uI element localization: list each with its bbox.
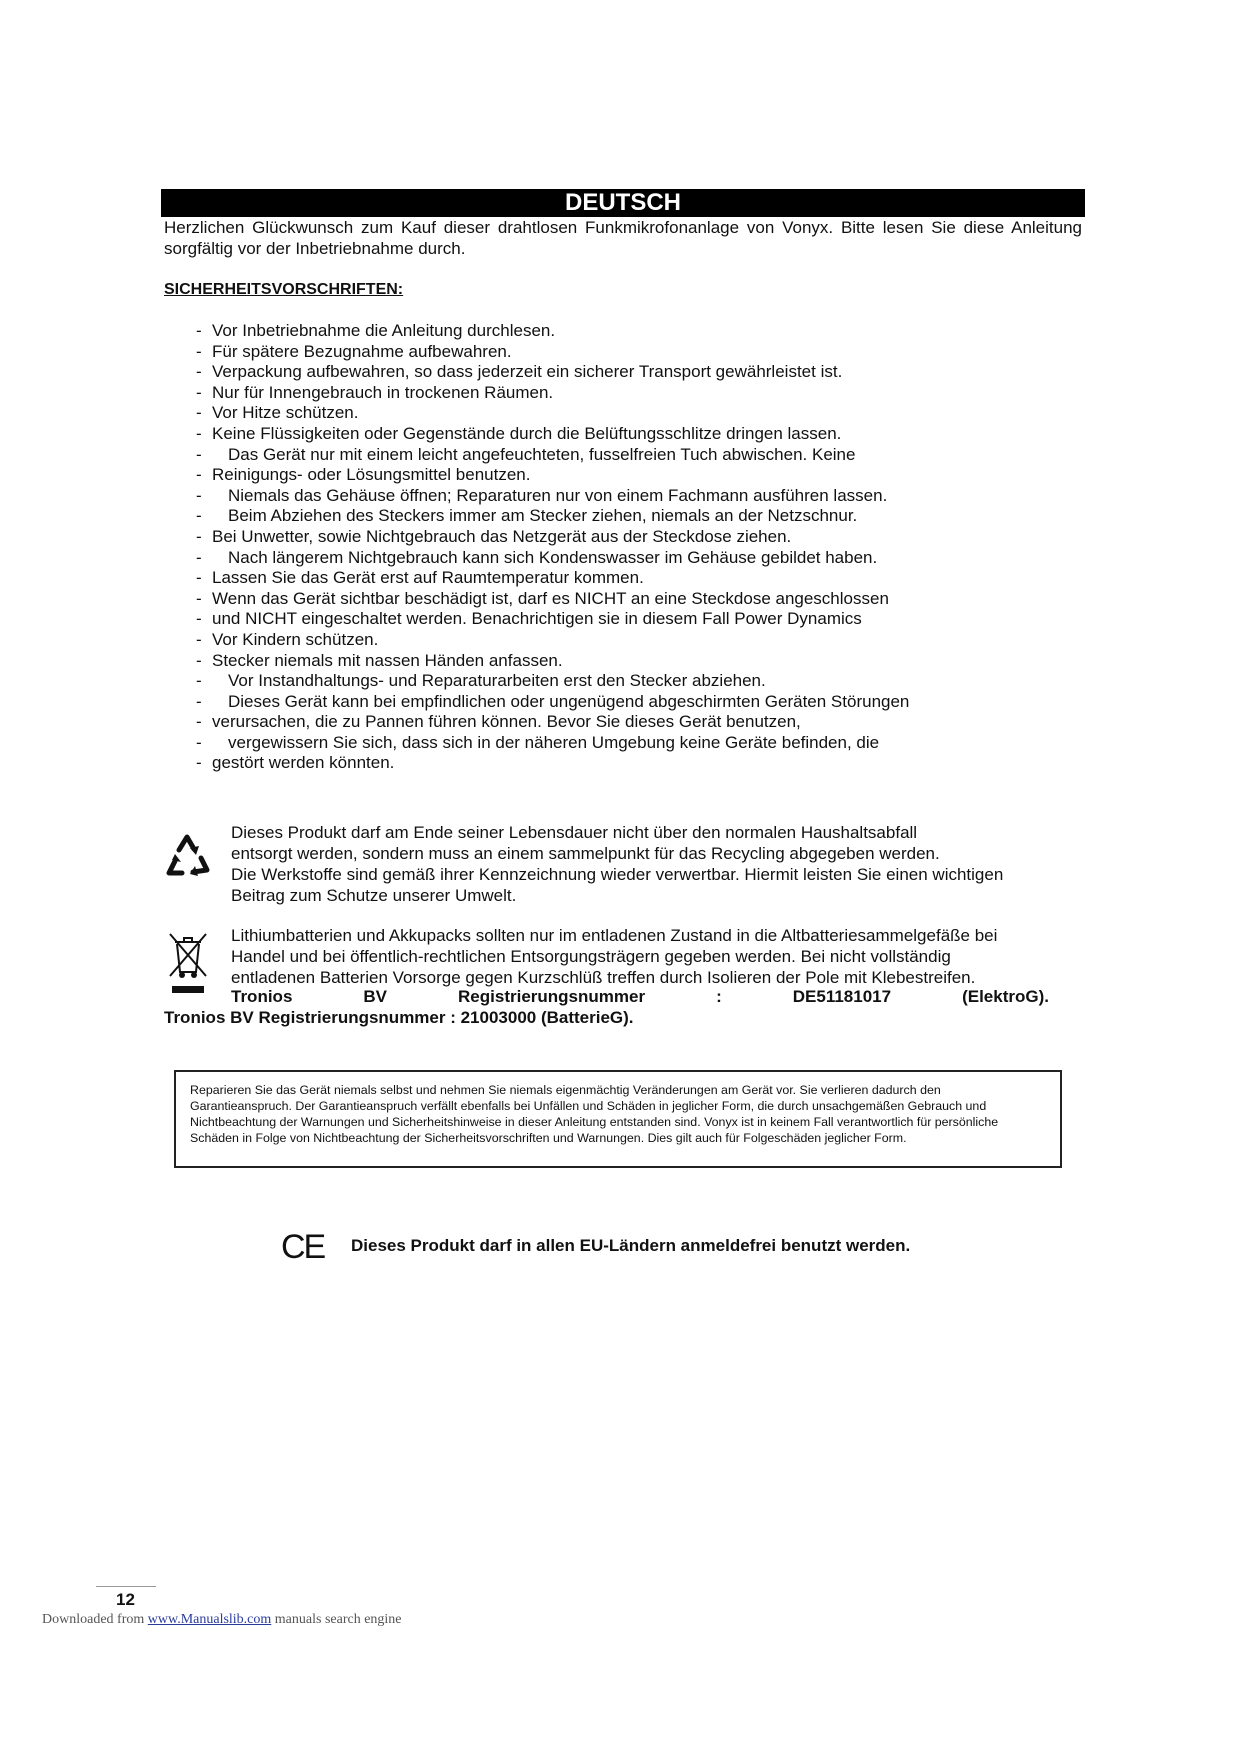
list-item: - Nur für Innengebrauch in trockenen Räumen. (196, 382, 554, 402)
safety-heading: SICHERHEITSVORSCHRIFTEN: (164, 281, 404, 298)
list-item: - Stecker niemals mit nassen Händen anfassen. (196, 650, 563, 670)
list-item: - Wenn das Gerät sichtbar beschädigt ist, darf es NICHT an eine Steckdose angeschlossen (196, 588, 889, 608)
list-item: - vergewissern Sie sich, dass sich in der näheren Umgebung keine Geräte befinden, die (196, 732, 880, 752)
recycling-text: Dieses Produkt darf am Ende seiner Lebensdauer nicht über den normalen Haushaltsabfall entsorgt werden, sondern muss an einem sammelpunkt für das Recycling abgegeben werden. Die Werkstoffe sind gemäß ihrer Kennzeichnung wieder verwertbar. Hiermit leisten Sie einen wichtigen Beitrag zum Schutze unserer Umwelt. (231, 823, 1004, 905)
list-item: - und NICHT eingeschaltet werden. Benachrichtigen sie in diesem Fall Power Dynamics (196, 609, 862, 629)
list-item: - Keine Flüssigkeiten oder Gegenstände durch die Belüftungsschlitze dringen lassen. (196, 423, 842, 443)
ce-statement: Dieses Produkt darf in allen EU-Ländern anmeldefrei benutzt werden. (351, 1236, 911, 1255)
list-item: - Dieses Gerät kann bei empfindlichen oder ungenügend abgeschirmten Geräten Störungen (196, 691, 910, 711)
registration-line-1: Tronios BV Registrierungsnummer : DE51181017 (ElektroG). (231, 987, 1049, 1006)
list-item: - Vor Instandhaltungs- und Reparaturarbeiten erst den Stecker abziehen. (196, 671, 766, 691)
ce-mark: CE (281, 1228, 325, 1266)
list-item: - Vor Inbetriebnahme die Anleitung durchlesen. (196, 321, 556, 340)
list-item: - Für spätere Bezugnahme aufbewahren. (196, 341, 512, 361)
list-item: - Vor Kindern schützen. (196, 629, 379, 649)
list-item: - Beim Abziehen des Steckers immer am Stecker ziehen, niemals an der Netzschnur. (196, 506, 858, 526)
safety-list (196, 321, 909, 774)
crossed-bin-icon (166, 930, 210, 996)
recycle-icon (163, 830, 213, 882)
section-title-bar (161, 189, 1085, 217)
list-item: - Das Gerät nur mit einem leicht angefeuchteten, fusselfreien Tuch abwischen. Keine (196, 444, 856, 464)
manualslib-link[interactable]: www.Manualslib.com (147, 1612, 272, 1627)
warranty-warning-text: Reparieren Sie das Gerät niemals selbst und nehmen Sie niemals eigenmächtig Veränderungen am Gerät vor. Sie verlieren dadurch den Garantieanspruch. Der Garantieanspruch verfällt ebenfalls bei Unfällen und Schäden in jeglicher Form, die durch unsachgemäßen Gebrauch und Nichtbeachtung der Warnungen und Sicherheitshinweise in dieser Anleitung entstanden sind. Vonyx ist in keinem Fall verantwortlich für persönliche Schäden in Folge von Nichtbeachtung der Sicherheitsvorschriften und Warnungen. Dies gilt auch für Folgeschäden jeglicher Form. (190, 1083, 999, 1145)
list-item: - verursachen, die zu Pannen führen können. Bevor Sie dieses Gerät benutzen, (196, 712, 801, 732)
section-title: DEUTSCH (564, 189, 681, 216)
list-item: - Nach längerem Nichtgebrauch kann sich Kondenswasser im Gehäuse gebildet haben. (196, 547, 878, 567)
list-item: - Verpackung aufbewahren, so dass jederzeit ein sicherer Transport gewährleistet ist. (196, 362, 843, 382)
list-item: - Lassen Sie das Gerät erst auf Raumtemperatur kommen. (196, 568, 644, 588)
registration-line-2: Tronios BV Registrierungsnummer : 21003000 (BatterieG). (164, 1008, 634, 1027)
download-footer: Downloaded from www.Manualslib.com manuals search engine (42, 1612, 402, 1627)
list-item: - Bei Unwetter, sowie Nichtgebrauch das Netzgerät aus der Steckdose ziehen. (196, 526, 792, 546)
page-number: 12 (116, 1590, 135, 1609)
page-number-rule (96, 1586, 156, 1587)
battery-text: Lithiumbatterien und Akkupacks sollten nur im entladenen Zustand in die Altbatteriesammelgefäße bei Handel und bei öffentlich-rechtlichen Entsorgungsträgern gegeben werden. Bei nicht vollständig entladenen Batterien Vorsorge gegen Kurzschlüß treffen durch Isolieren der Pole mit Klebestreifen. (231, 926, 998, 987)
list-item: - Reinigungs- oder Lösungsmittel benutzen. (196, 465, 531, 485)
list-item: - Vor Hitze schützen. (196, 403, 359, 423)
list-item: - gestört werden könnten. (196, 753, 395, 773)
list-item: - Niemals das Gehäuse öffnen; Reparaturen nur von einem Fachmann ausführen lassen. (196, 485, 888, 505)
warranty-warning-box (174, 1070, 1062, 1168)
intro-paragraph: Herzlichen Glückwunsch zum Kauf dieser drahtlosen Funkmikrofonanlage von Vonyx. Bitte lesen Sie diese Anleitung sorgfältig vor der Inbetriebnahme durch. (164, 218, 1082, 258)
